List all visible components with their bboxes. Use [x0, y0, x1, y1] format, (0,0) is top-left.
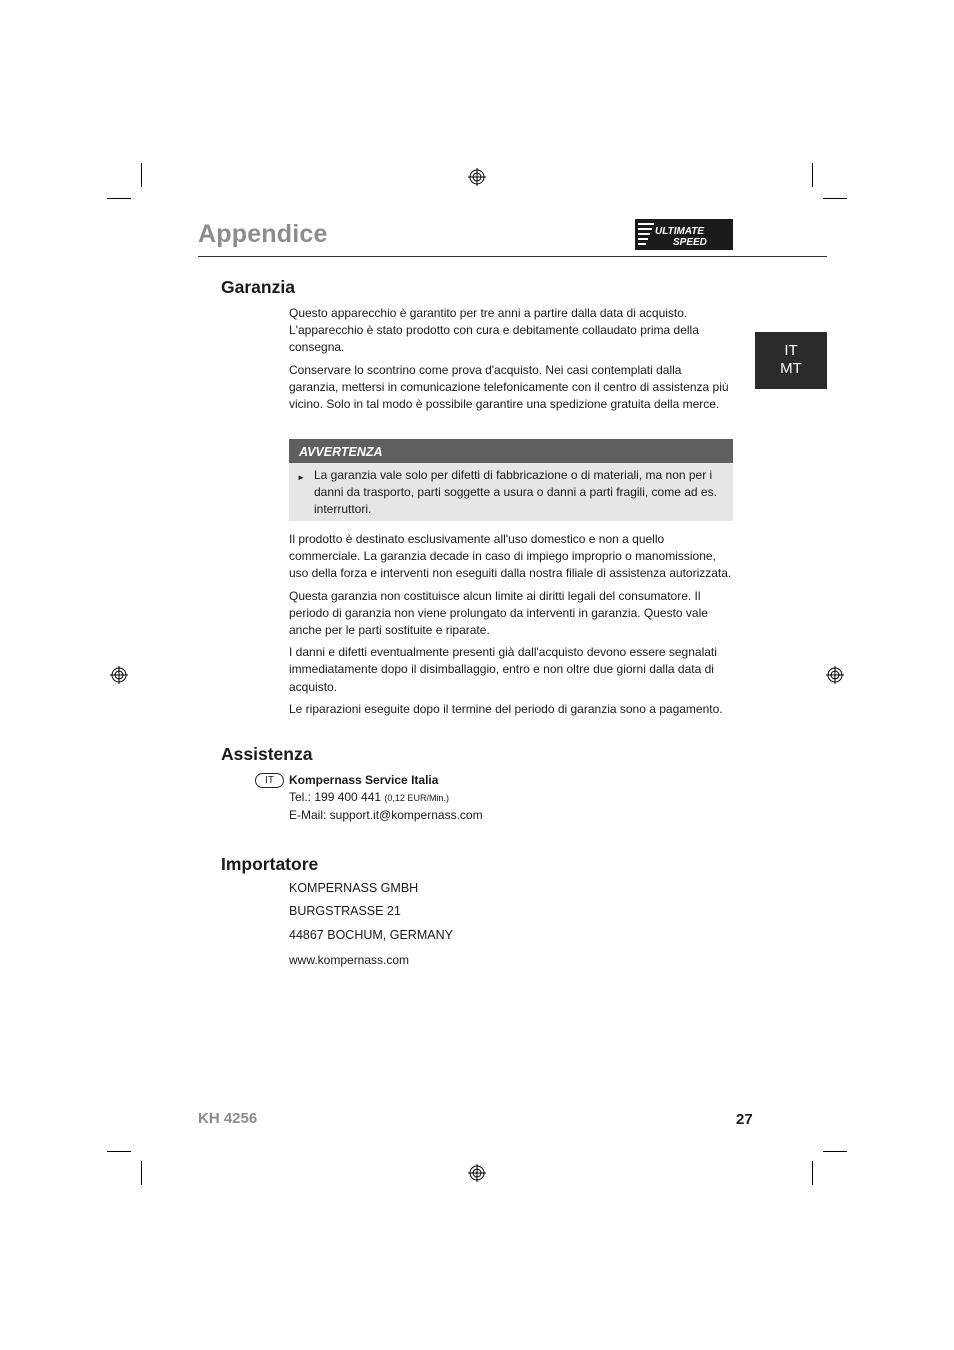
crop-mark: [141, 1161, 142, 1185]
garanzia-intro: [289, 305, 733, 418]
paragraph: Questa garanzia non costituisce alcun limite ai diritti legali del consumatore. Il periodo di garanzia non viene prolungato da interventi in garanzia. Questo vale anche per le parti sostituite e riparate.: [289, 588, 708, 638]
ultimate-speed-logo: [635, 219, 733, 250]
language-tab: [755, 332, 827, 389]
importer-city: 44867 BOCHUM, GERMANY: [289, 928, 453, 942]
crop-mark: [812, 163, 813, 187]
warning-text: La garanzia vale solo per difetti di fabbricazione o di materiali, ma non per i danni da trasporto, parti soggette a usura o danni a parti fragili, come ad es. interruttori.: [314, 468, 717, 516]
warning-box: [289, 439, 733, 521]
importer-website: www.kompernass.com: [289, 953, 410, 967]
warning-title: AVVERTENZA: [289, 439, 733, 463]
service-phone: [289, 789, 449, 807]
footer-model: KH 4256: [198, 1110, 258, 1127]
logo-text-top: ULTIMATE: [655, 226, 705, 237]
registration-mark-icon: [110, 666, 128, 684]
paragraph: Il prodotto è destinato esclusivamente all'uso domestico e non a quello commerciale. La garanzia decade in caso di impiego improprio o manomissione, uso della forza e interventi non eseguiti dalla nostra filiale di assistenza autorizzata.: [289, 532, 732, 581]
phone-cost: (0,12 EUR/Min.): [384, 793, 449, 803]
crop-mark: [812, 1161, 813, 1185]
paragraph: Le riparazioni eseguite dopo il termine del periodo di garanzia sono a pagamento.: [289, 701, 723, 716]
paragraph: Questo apparecchio è garantito per tre anni a partire dalla data di acquisto. L'apparecchio è stato prodotto con cura e debitamente collaudato prima della consegna.: [289, 306, 699, 355]
service-center-name: [289, 772, 438, 789]
section-heading-garanzia: Garanzia: [221, 277, 295, 297]
crop-mark: [107, 198, 131, 199]
crop-mark: [107, 1151, 131, 1152]
crop-mark: [141, 163, 142, 187]
registration-mark-icon: [826, 666, 844, 684]
section-heading-importatore: Importatore: [221, 854, 319, 874]
country-badge: IT: [255, 773, 284, 788]
page-title: Appendice: [198, 220, 328, 248]
title-divider: [198, 256, 827, 257]
service-email: E-Mail: support.it@kompernass.com: [289, 808, 483, 822]
garanzia-details: [289, 531, 733, 723]
paragraph: Conservare lo scontrino come prova d'acquisto. Nei casi contemplati dalla garanzia, mettersi in comunicazione telefonicamente con il centro di assistenza più vicino. Solo in tal modo è possibile garantire una spedizione gratuita della merce.: [289, 362, 729, 412]
registration-mark-icon: [468, 168, 486, 186]
importer-name: KOMPERNASS GMBH: [289, 881, 419, 895]
section-heading-assistenza: Assistenza: [221, 744, 313, 764]
service-name: Kompernass Service Italia: [289, 773, 439, 787]
crop-mark: [823, 1151, 847, 1152]
importer-street: BURGSTRASSE 21: [289, 904, 401, 918]
paragraph: I danni e difetti eventualmente presenti già dall'acquisto devono essere segnalati immediatamente dopo il disimballaggio, entro e non oltre due giorni dalla data di acquisto.: [289, 645, 717, 694]
page-number: 27: [736, 1111, 753, 1128]
warning-body: [289, 463, 733, 518]
logo-text-bottom: SPEED: [673, 237, 707, 248]
phone-label: Tel.: 199 400 441: [289, 790, 382, 804]
arrow-bullet-icon: ►: [297, 473, 305, 482]
language-code-mt: MT: [780, 360, 802, 377]
crop-mark: [823, 198, 847, 199]
language-code-it: IT: [784, 342, 798, 359]
registration-mark-icon: [468, 1164, 486, 1182]
